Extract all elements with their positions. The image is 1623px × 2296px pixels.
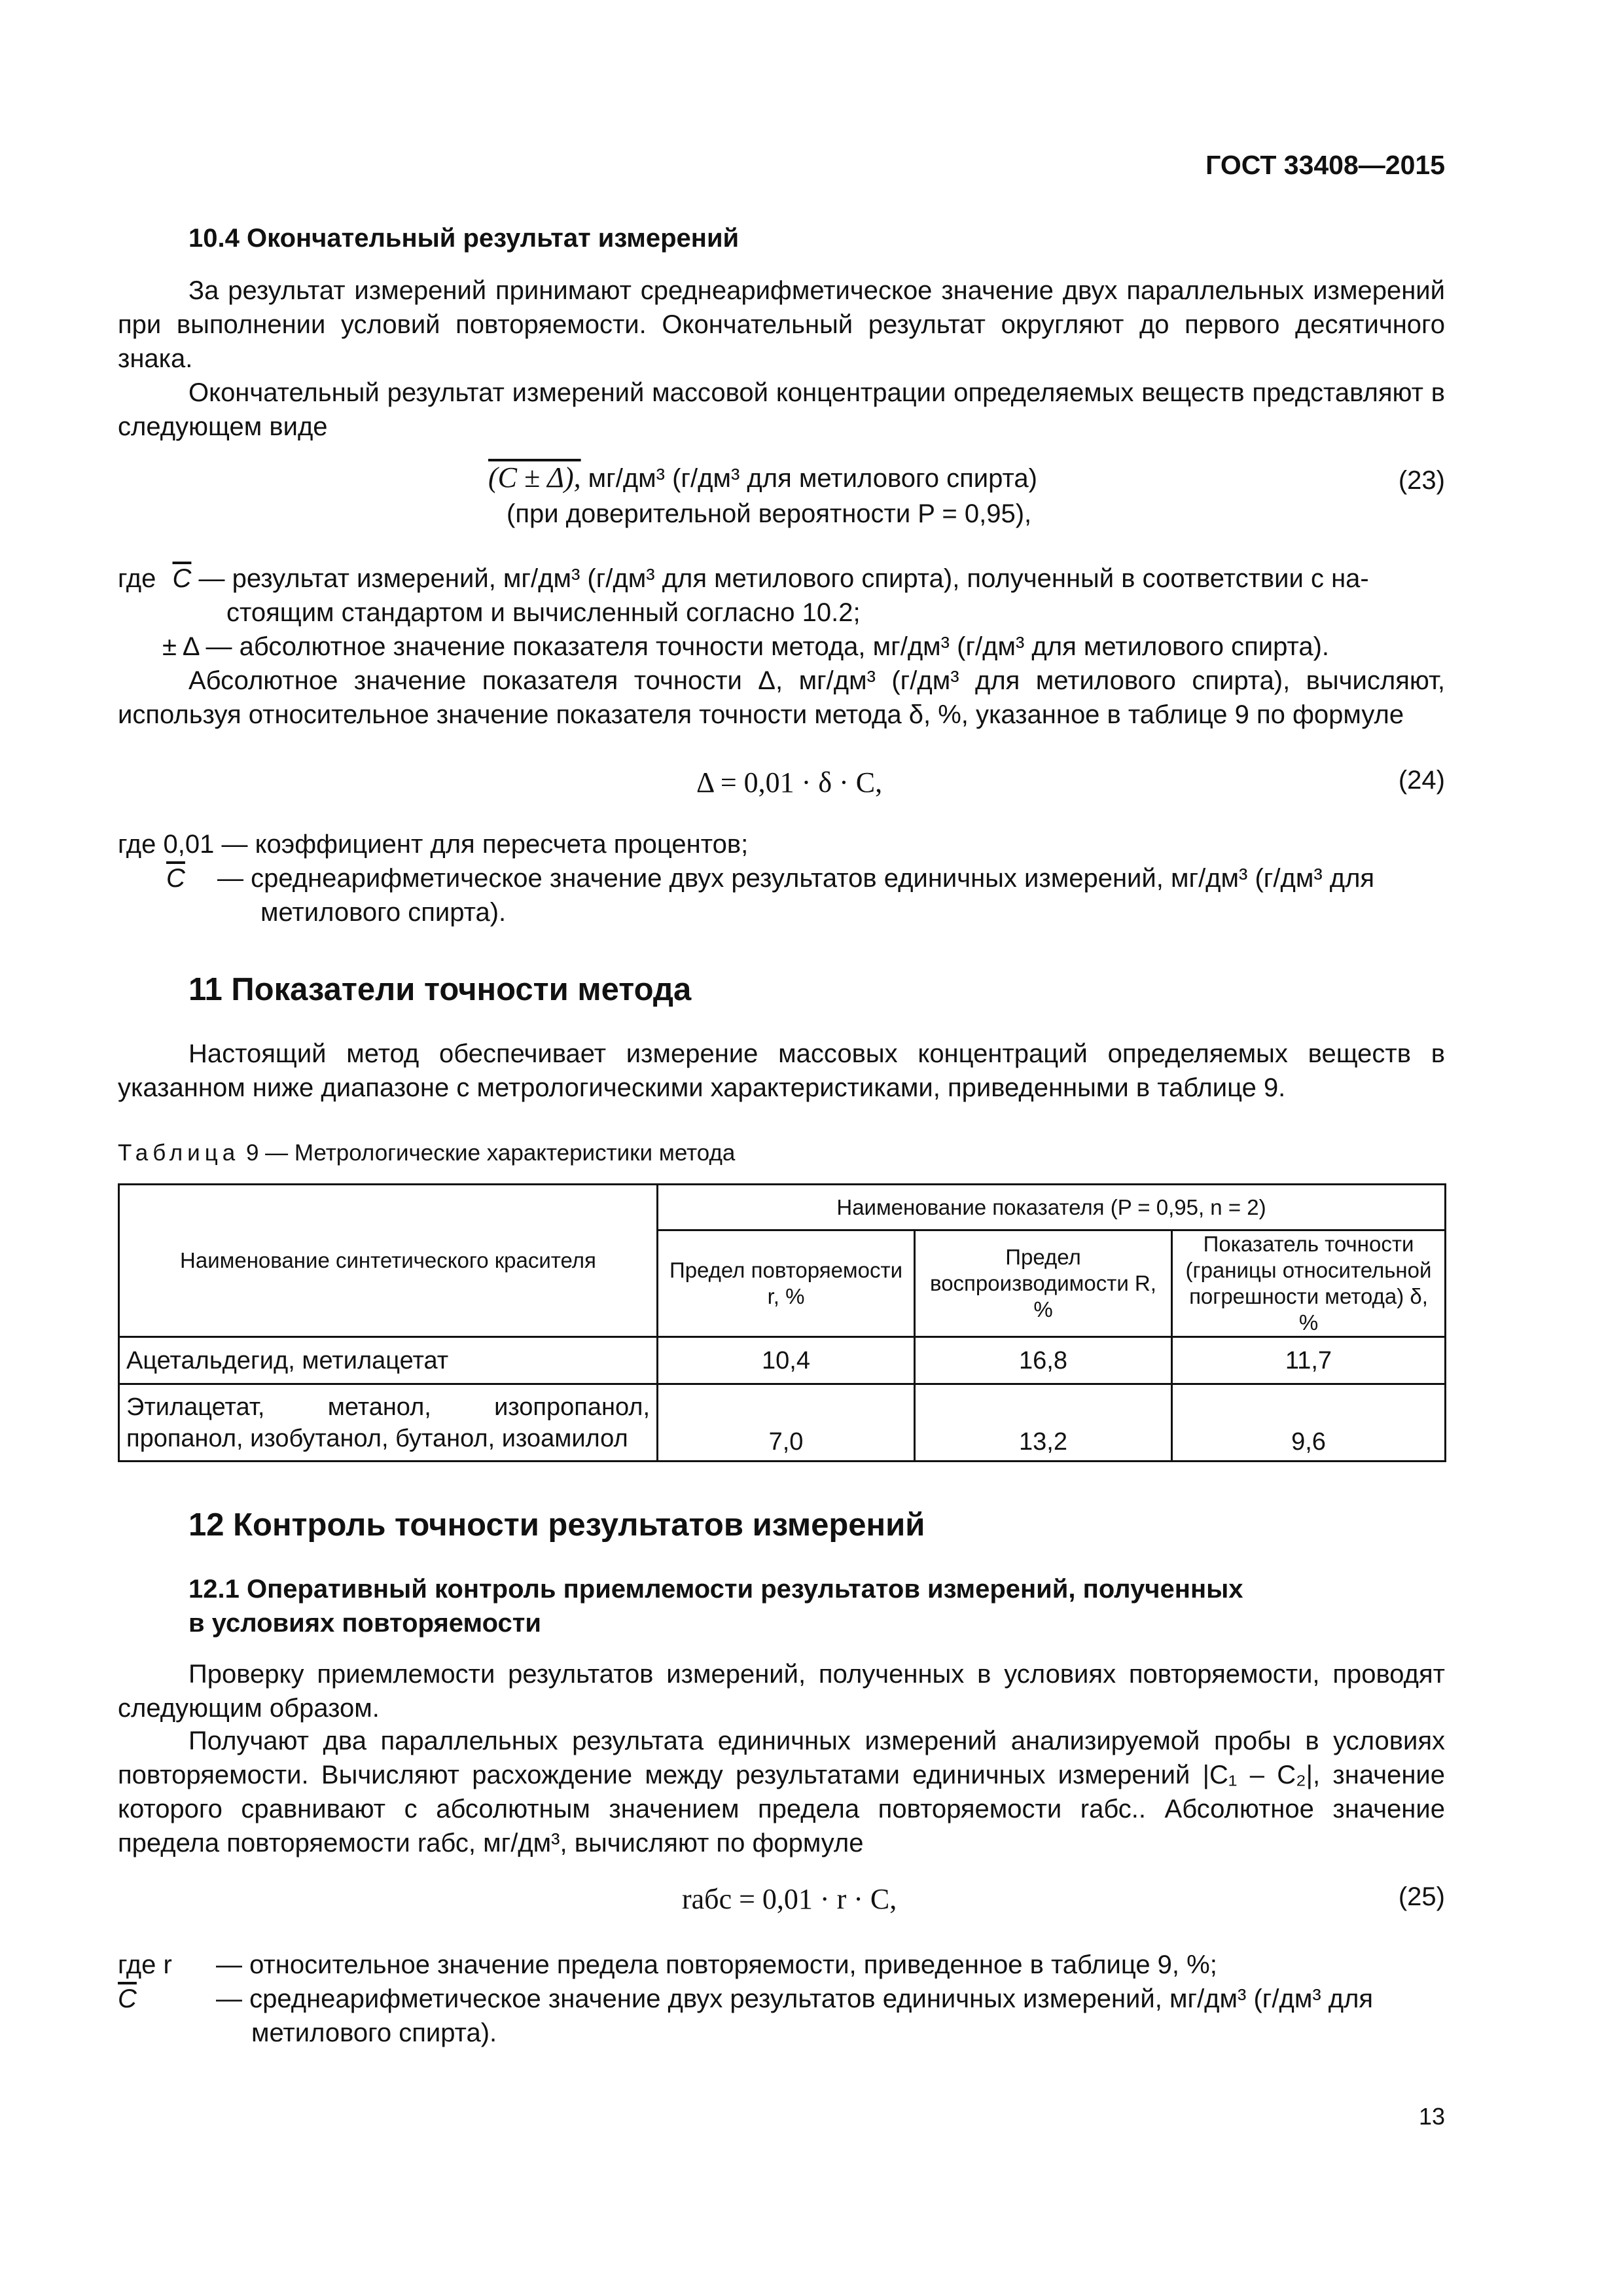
- section-12-title: 12 Контроль точности результатов измерений: [188, 1507, 925, 1543]
- section-10-4-title: 10.4 Окончательный результат измерений: [188, 224, 740, 253]
- legend-def-coef: — коэффициент для пересчета процентов;: [221, 830, 749, 859]
- legend-symbol-c: $\overline{C}$: [166, 864, 185, 893]
- section-10-4-paragraph-1: За результат измерений принимают среднеарифметическое значение двух параллельных измерений при выполнении условий повторяемости. Окончательный результат округляют до первого десятичного знака.: [118, 276, 1445, 373]
- table-9: [118, 1183, 1446, 1462]
- legend-def-c: — среднеарифметическое значение двух результатов единичных измерений, мг/дм³ (г/дм³ для: [216, 1984, 1374, 2013]
- legend-lead: где: [118, 564, 156, 593]
- paragraph-abs-value: Абсолютное значение показателя точности Δ, мг/дм³ (г/дм³ для метилового спирта), вычисляют, используя относительное значение показателя точности метода δ, %, указанное в таблице 9 по формуле: [118, 666, 1445, 729]
- section-11-title: 11 Показатели точности метода: [188, 972, 692, 1007]
- legend-symbol-c: $\overline{C}$: [118, 1984, 137, 2013]
- formula-25-legend: [118, 1948, 1445, 2050]
- formula-23-number: (23): [1398, 466, 1445, 495]
- legend-def-delta: — абсолютное значение показателя точности метода, мг/дм³ (г/дм³ для метилового спирта).: [205, 632, 1330, 661]
- formula-25-expression: rабс = 0,01 · r · C,: [682, 1883, 897, 1915]
- table-header-delta: Показатель точности (границы относительной погрешности метода) δ, %: [1172, 1230, 1446, 1337]
- formula-25-number: (25): [1398, 1882, 1445, 1911]
- legend-def-c-cont: метилового спирта).: [251, 2018, 497, 2047]
- page-number: 13: [1418, 2103, 1445, 2130]
- legend-symbol-c: $\overline{C}$: [172, 564, 192, 593]
- table-row: Ацетальдегид, метилацетат 10,4 16,8 11,7: [119, 1337, 1446, 1384]
- legend-def-c: — среднеарифметическое значение двух результатов единичных измерений, мг/дм³ (г/дм³ для: [217, 864, 1375, 893]
- formula-24-legend: [118, 827, 1445, 929]
- formula-23-legend: [118, 562, 1445, 664]
- legend-lead: где 0,01: [118, 830, 215, 859]
- section-12-1-title: 12.1 Оперативный контроль приемлемости результатов измерений, полученных в условиях повторяемости: [188, 1575, 1243, 1638]
- table-row: Этилацетат, метанол, изопропанол, пропанол, изобутанол, бутанол, изоамилол 7,0 13,2 9,6: [119, 1384, 1446, 1462]
- standard-designation: ГОСТ 33408—2015: [1205, 150, 1445, 180]
- section-12-1-paragraph-2: Получают два параллельных результата единичных измерений анализируемой пробы в условиях повторяемости. Вычисляют расхождение между результатами единичных измерений |C₁ – C₂|, значение которого сравнивают с абсолютным значением предела повторяемости rабс.. Абсолютное значение предела повторяемости rабс, мг/дм³, вычисляют по формуле: [118, 1727, 1445, 1857]
- section-10-4-paragraph-2: Окончательный результат измерений массовой концентрации определяемых веществ представляют в следующем виде: [118, 378, 1445, 441]
- table-header-name: Наименование синтетического красителя: [119, 1185, 658, 1337]
- legend-def-c-cont: стоящим стандартом и вычисленный согласно 10.2;: [226, 598, 861, 627]
- formula-23: [488, 461, 1037, 495]
- legend-symbol-delta: ± Δ: [162, 632, 199, 661]
- table-header-r: Предел повторяемости r, %: [658, 1230, 915, 1337]
- section-12-1-paragraph-1: Проверку приемлемости результатов измерений, полученных в условиях повторяемости, проводят следующим образом.: [118, 1660, 1445, 1723]
- formula-23-unit: мг/дм³ (г/дм³ для метилового спирта): [588, 464, 1037, 493]
- formula-24-number: (24): [1398, 766, 1445, 795]
- formula-23-condition: (при доверительной вероятности P = 0,95),: [507, 499, 1032, 528]
- formula-23-expression: (C ± Δ),: [488, 461, 581, 493]
- legend-lead: где r: [118, 1950, 172, 1979]
- legend-def-r: — относительное значение предела повторяемости, приведенное в таблице 9, %;: [216, 1950, 1217, 1979]
- formula-24-expression: Δ = 0,01 · δ · C,: [696, 766, 883, 798]
- table-header-group: Наименование показателя (P = 0,95, n = 2): [658, 1185, 1446, 1230]
- legend-def-c-cont: метилового спирта).: [260, 898, 507, 927]
- table-header-R: Предел воспроизводимости R, %: [915, 1230, 1172, 1337]
- table-9-caption: Таблица 9 — Метрологические характеристики метода: [118, 1140, 736, 1166]
- section-11-paragraph: Настоящий метод обеспечивает измерение массовых концентраций определяемых веществ в указанном ниже диапазоне с метрологическими характеристиками, приведенными в таблице 9.: [118, 1039, 1445, 1102]
- legend-def-c: — результат измерений, мг/дм³ (г/дм³ для метилового спирта), полученный в соответствии с на-: [198, 564, 1369, 593]
